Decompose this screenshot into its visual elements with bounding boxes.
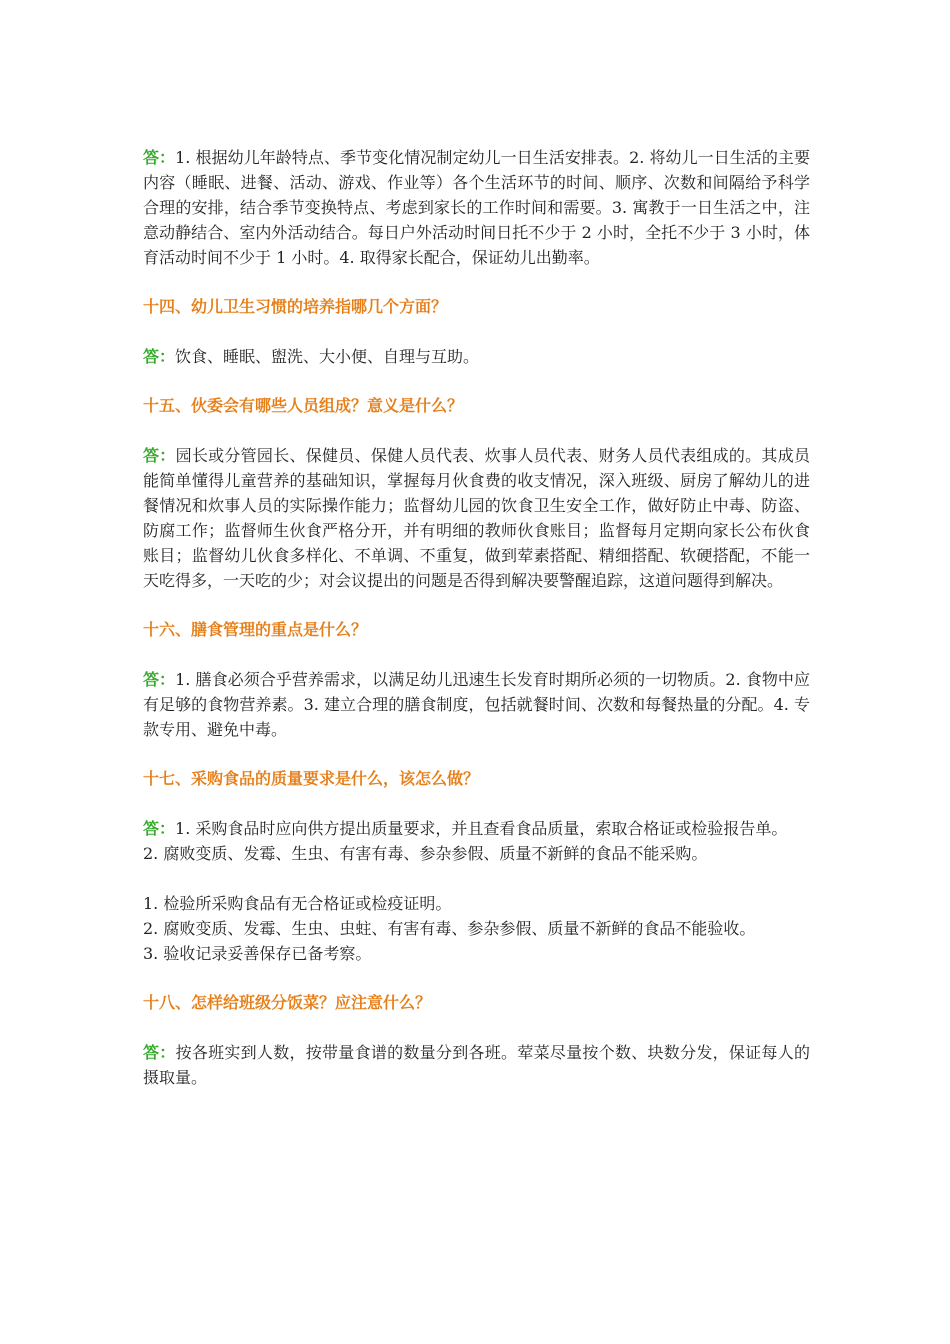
answer-paragraph-18 xyxy=(143,1040,810,1090)
answer-paragraph xyxy=(143,145,810,270)
answer-label: 答： xyxy=(143,1043,176,1062)
answer-paragraph-17-line-1 xyxy=(143,816,810,841)
check-line-3: 3. 验收记录妥善保存已备考察。 xyxy=(143,944,372,963)
answer-text: 按各班实到人数，按带量食谱的数量分到各班。荤菜尽量按个数、块数分发，保证每人的摄取量。 xyxy=(143,1043,810,1087)
question-heading-16: 十六、膳食管理的重点是什么？ xyxy=(143,620,368,639)
answer-label: 答： xyxy=(143,347,176,366)
answer-label: 答： xyxy=(143,148,176,167)
question-heading-18: 十八、怎样给班级分饭菜？应注意什么？ xyxy=(143,993,432,1012)
question-heading-15: 十五、伙委会有哪些人员组成？意义是什么？ xyxy=(143,396,464,415)
answer-text: 饮食、睡眠、盥洗、大小便、自理与互助。 xyxy=(175,347,480,366)
answer-paragraph-16 xyxy=(143,667,810,742)
question-heading-14: 十四、幼儿卫生习惯的培养指哪几个方面？ xyxy=(143,297,448,316)
answer-text: 1. 采购食品时应向供方提出质量要求，并且查看食品质量，索取合格证或检验报告单。 xyxy=(175,819,788,838)
answer-text: 1. 根据幼儿年龄特点、季节变化情况制定幼儿一日生活安排表。2. 将幼儿一日生活的主要内容（睡眠、进餐、活动、游戏、作业等）各个生活环节的时间、顺序、次数和间隔给予科学合理的安排，结合季节变换特点、考虑到家长的工作时间和需要。3. 寓教于一日生活之中，注意动静结合、室内外活动结合。每日户外活动时间日托不少于 2 小时，全托不少于 3 小时，体育活动时间不少于 1 小时。4. 取得家长配合，保证幼儿出勤率。 xyxy=(143,148,810,267)
check-line-1: 1. 检验所采购食品有无合格证或检疫证明。 xyxy=(143,894,452,913)
question-heading-17: 十七、采购食品的质量要求是什么，该怎么做？ xyxy=(143,769,480,788)
check-line-2: 2. 腐败变质、发霉、生虫、虫蛀、有害有毒、参杂参假、质量不新鲜的食品不能验收。 xyxy=(143,919,756,938)
answer-label: 答： xyxy=(143,670,176,689)
answer-paragraph-17-line-2: 2. 腐败变质、发霉、生虫、有害有毒、参杂参假、质量不新鲜的食品不能采购。 xyxy=(143,844,708,863)
answer-label: 答： xyxy=(143,819,176,838)
answer-text: 1. 膳食必须合乎营养需求，以满足幼儿迅速生长发育时期所必须的一切物质。2. 食物中应有足够的食物营养素。3. 建立合理的膳食制度，包括就餐时间、次数和每餐热量的分配。4. 专款专用、避免中毒。 xyxy=(143,670,810,739)
answer-block-13 xyxy=(143,145,810,270)
answer-paragraph-15 xyxy=(143,443,810,593)
answer-paragraph-14 xyxy=(143,344,810,369)
answer-text: 园长或分管园长、保健员、保健人员代表、炊事人员代表、财务人员代表组成的。其成员能简单懂得儿童营养的基础知识，掌握每月伙食费的收支情况，深入班级、厨房了解幼儿的进餐情况和炊事人员的实际操作能力；监督幼儿园的饮食卫生安全工作，做好防止中毒、防盗、防腐工作；监督师生伙食严格分开，并有明细的教师伙食账目；监督每月定期向家长公布伙食账目；监督幼儿伙食多样化、不单调、不重复，做到荤素搭配、精细搭配、软硬搭配，不能一天吃得多，一天吃的少；对会议提出的问题是否得到解决要警醒追踪，这道问题得到解决。 xyxy=(143,446,810,590)
answer-label: 答： xyxy=(143,446,176,465)
